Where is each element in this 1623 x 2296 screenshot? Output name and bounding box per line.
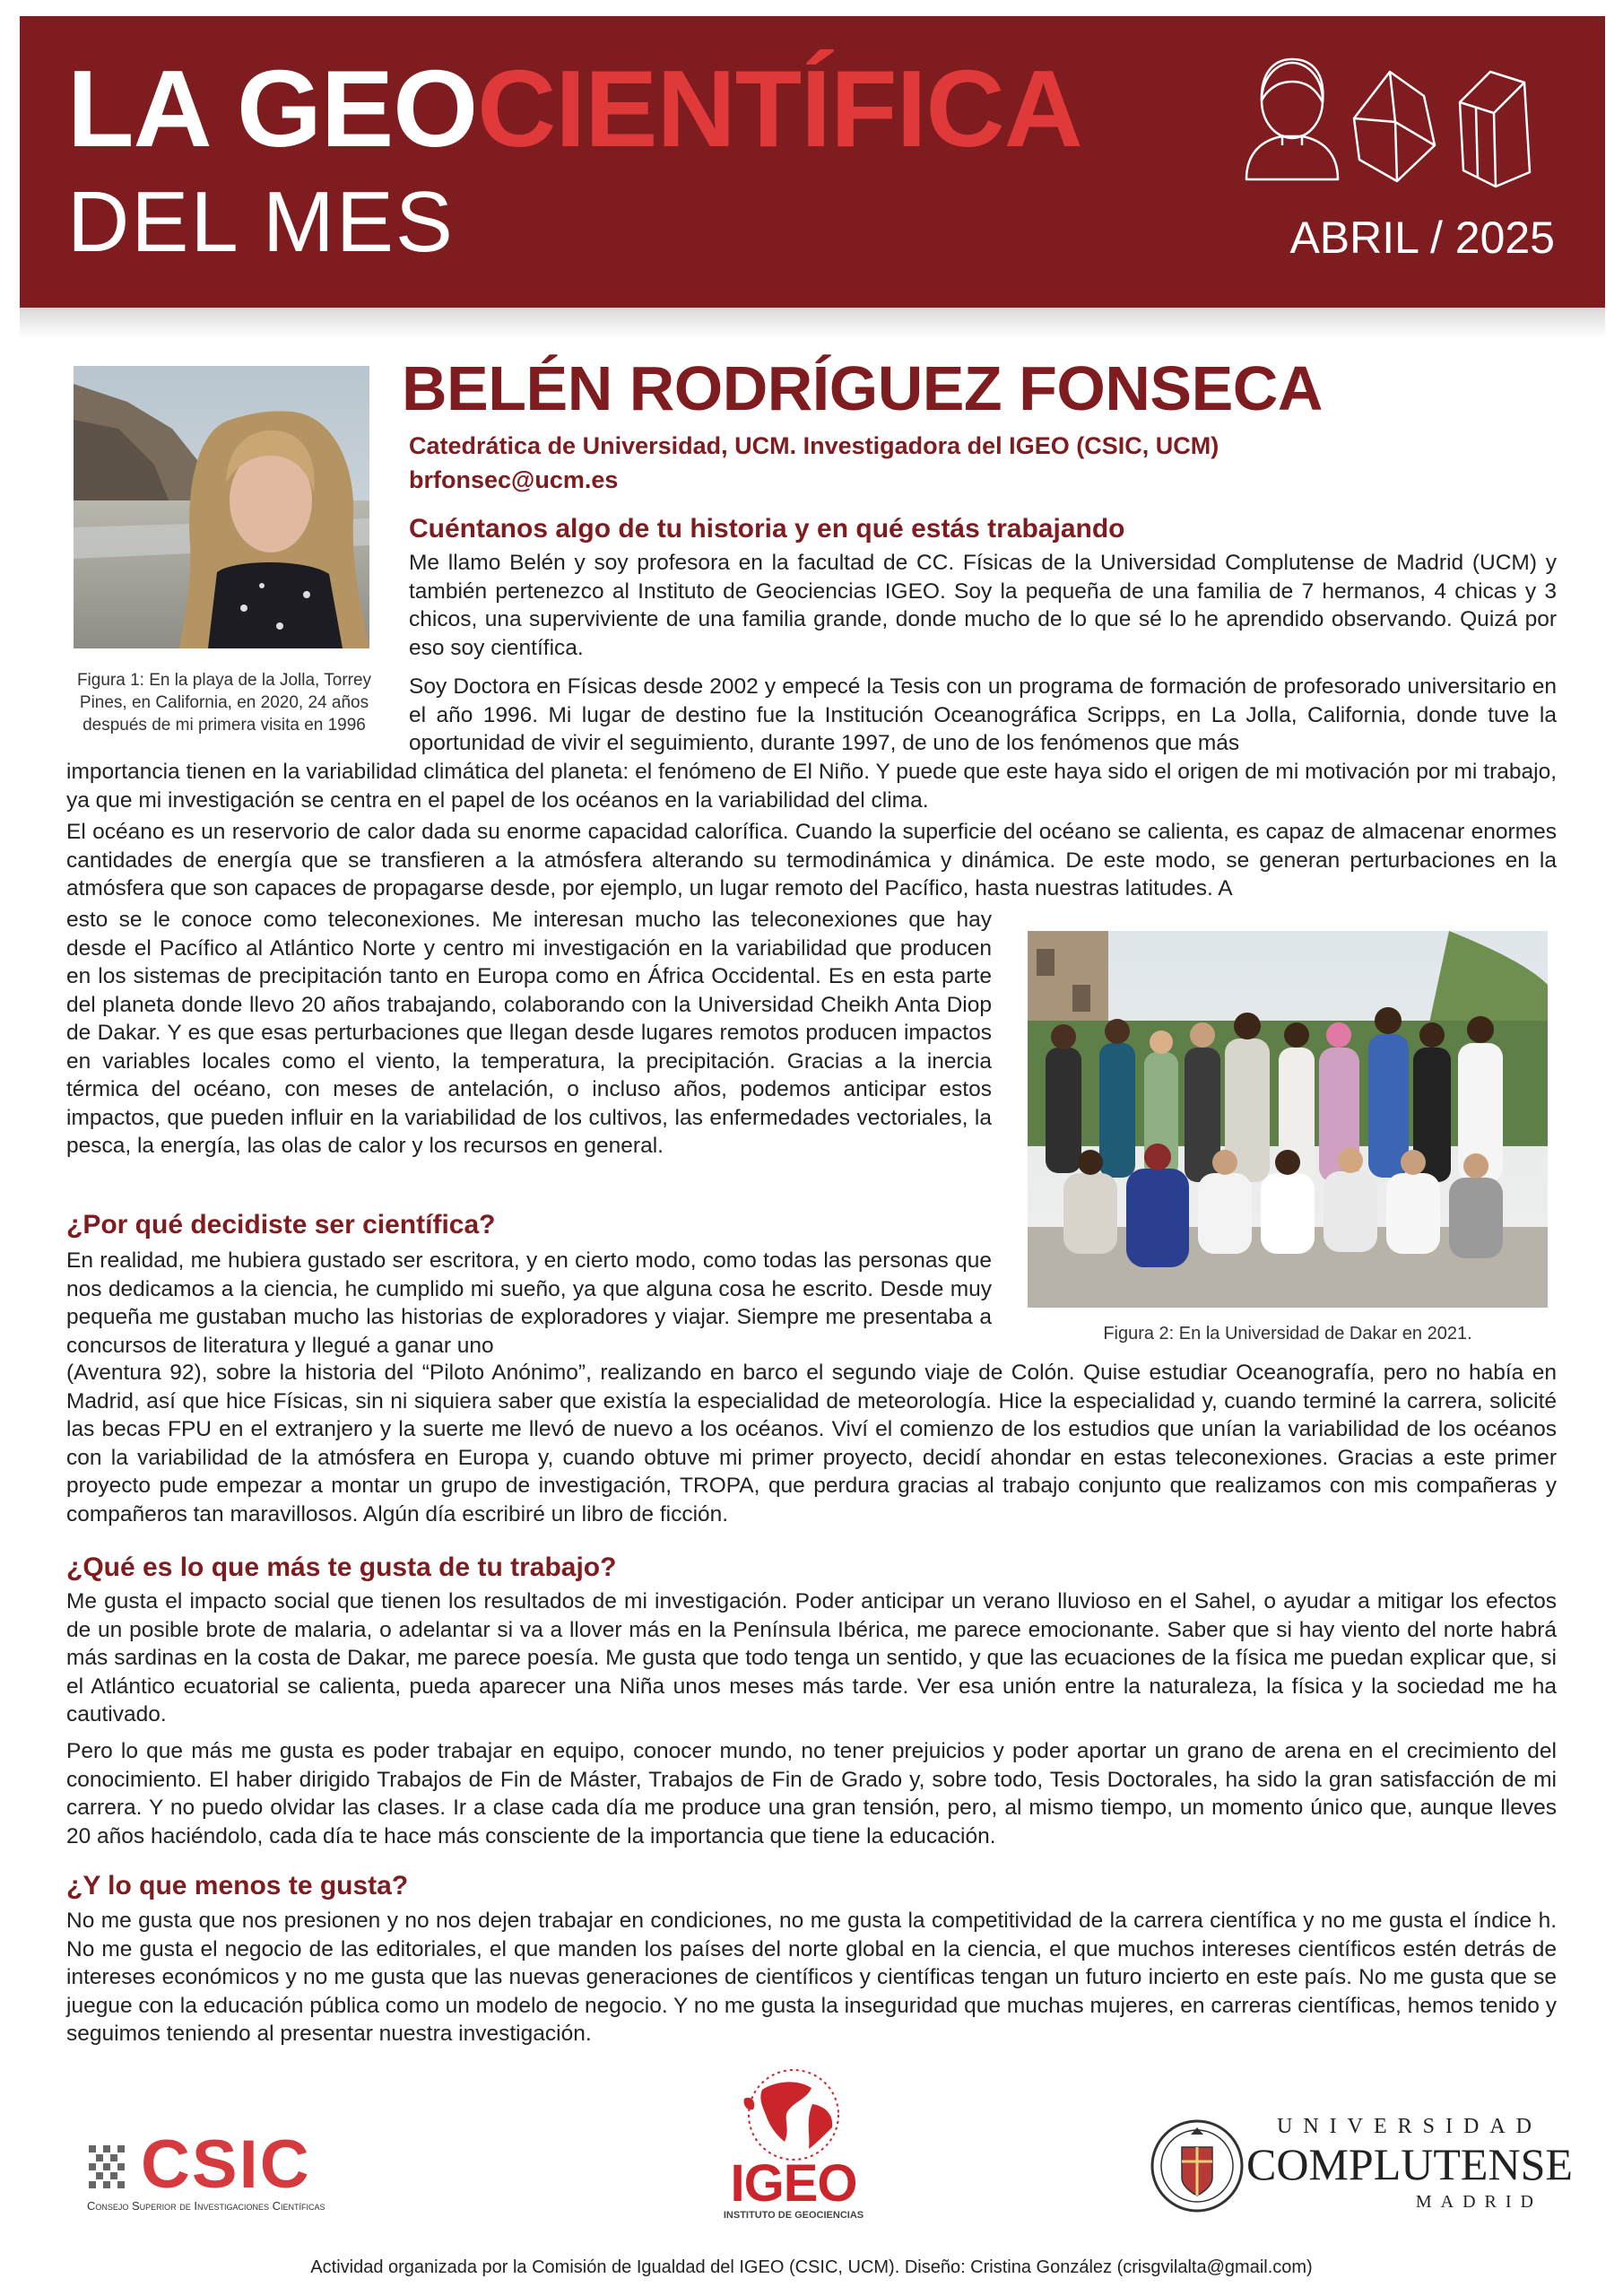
section-4-paragraph-1: No me gusta que nos presionen y no nos dejen trabajar en condiciones, no me gusta la competitividad de la carrera científica y no me gusta el índice h. No me gusta el negocio de las editoriales, el que manden los países del norte global en la ciencia, el que muchos intereses científicos estén detrás de intereses económicos y no me gusta que las nuevas generaciones de científicos y científicas tengan un futuro incierto en este país. No me gusta que se juegue con la educación pública como un modelo de negocio. Y no me gusta la inseguridad que muchas mujeres, en carreras científicas, hemos tenido y seguimos teniendo al presentar nuestra investigación. (66, 1909, 1557, 2046)
section-3-paragraph-1: Me gusta el impacto social que tienen los resultados de mi investigación. Poder anticipar un verano lluvioso en el Sahel, o ayudar a mitigar los efectos de un posible brote de malaria, o adelantar si va a llover más en la Península Ibérica, me parece emocionante. Saber que si hay viento del norte habrá más sardinas en la costa de Dakar, me parece poesía. Me gusta que todo tenga un sentido, y que las ecuaciones de la física me puedan explicar que, si el Atlántico ecuatorial se calienta, pueda aparecer una Niña unos meses más tarde. Ver esa unión entre la naturaleza, la física y la sociedad me ha cautivado. (66, 1589, 1557, 1726)
ucm-line-2: COMPLUTENSE (1246, 2139, 1573, 2189)
ucm-logo (1148, 2108, 1573, 2224)
banner-shadow (20, 308, 1605, 338)
section-3-paragraph-2: Pero lo que más me gusta es poder trabajar en equipo, conocer mundo, no tener prejuicios y poder aportar un grano de arena en el crecimiento del conocimiento. El haber dirigido Trabajos de Fin de Máster, Trabajos de Fin de Grado y, sobre todo, Tesis Doctorales, ha sido la gran satisfacción de mi carrera. Y no puedo olvidar las clases. Ir a clase cada día me produce una gran tensión, pero, al mismo tiempo, un momento único que, aunque lleves 20 años haciéndolo, cada día te hace más consciente de la importancia que tiene la educación. (66, 1739, 1557, 1848)
igeo-fullname: INSTITUTO DE GEOCIENCIAS (723, 2210, 864, 2221)
title-white-part: LA GEO (67, 48, 478, 170)
figure-2-caption: Figura 2: En la Universidad de Dakar en 2021. (1103, 1324, 1472, 1344)
figure-1-caption: Figura 1: En la playa de la Jolla, Torrey Pines, en California, en 2020, 24 años después de mi primera visita en 1996 (76, 671, 372, 735)
igeo-name: IGEO (730, 2154, 857, 2213)
csic-logo (85, 2126, 363, 2215)
page-subtitle: DEL MES (67, 174, 455, 270)
section-1-heading: Cuéntanos algo de tu historia y en qué estás trabajando (409, 514, 1125, 544)
csic-emblem-icon (85, 2142, 130, 2199)
csic-fullname: Consejo Superior de Investigaciones Científicas (87, 2199, 325, 2213)
csic-name: CSIC (141, 2126, 311, 2203)
scientist-email[interactable]: brfonsec@ucm.es (409, 466, 619, 493)
section-4-heading: ¿Y lo que menos te gusta? (66, 1871, 409, 1900)
section-2-heading: ¿Por qué decidiste ser científica? (66, 1210, 496, 1239)
section-1-paragraph-1: Me llamo Belén y soy profesora en la facultad de CC. Físicas de la Universidad Complutense de Madrid (UCM) y también pertenezco al Instituto de Geociencias IGEO. Soy la pequeña de una familia de 7 hermanos, 4 chicas y 3 chicos, una superviviente de una familia grande, donde mucho de lo que sé lo he aprendido observando. Quizá por eso soy científica. (409, 551, 1557, 660)
section-1-paragraph-2: Soy Doctora en Físicas desde 2002 y empecé la Tesis con un programa de formación de profesorado universitario en el año 1996. Mi lugar de destino fue la Institución Oceanográfica Scripps, en La Jolla, California, donde tuve la oportunidad de vivir el seguimiento, durante 1997, de uno de los fenómenos que más (409, 674, 1557, 755)
scientist-name: BELÉN RODRÍGUEZ FONSECA (402, 353, 1323, 423)
ucm-line-1: UNIVERSIDAD (1277, 2115, 1542, 2138)
ucm-line-3: MADRID (1415, 2192, 1542, 2212)
group-photo-dakar (1028, 931, 1548, 1308)
crystal-icon (1354, 72, 1435, 181)
footer-credits: Actividad organizada por la Comisión de Igualdad del IGEO (CSIC, UCM). Diseño: Cristina González (crisgvilalta@gmail.com) (310, 2257, 1313, 2277)
igeo-globe-icon (726, 2063, 861, 2161)
section-1-paragraph-4: El océano es un reservorio de calor dada su enorme capacidad calorífica. Cuando la superficie del océano se calienta, es capaz de almacenar enormes cantidades de energía que se transfieren a la atmósfera alterando su termodinámica y dinámica. De este modo, se generan perturbaciones en la atmósfera que son capaces de propagarse desde, por ejemplo, un lugar remoto del Pacífico, hasta nuestras latitudes. A (66, 820, 1557, 900)
igeo-logo (717, 2063, 870, 2224)
section-3-heading: ¿Qué es lo que más te gusta de tu trabajo? (66, 1552, 617, 1582)
header-icons (1219, 47, 1551, 190)
beach-portrait-photo (74, 366, 369, 648)
ucm-seal-icon (1148, 2108, 1246, 2224)
issue-date: ABRIL / 2025 (1289, 213, 1555, 263)
section-2-paragraph-2: (Aventura 92), sobre la historia del “Piloto Anónimo”, realizando en barco el segundo viaje de Colón. Quise estudiar Oceanografía, pero no había en Madrid, así que hice Físicas, sin ni siquiera saber que existía la especialidad de meteorología. Hice la especialidad y, cuando terminé la carrera, solicité las becas FPU en el extranjero y la suerte me llevó de nuevo a los océanos. Viví el comienzo de los estudios que unían la variabilidad de los océanos con la variabilidad de la atmósfera en Europa y, cuando obtuve mi primer proyecto, decidí ahondar en estas teleconexiones. Gracias a este primer proyecto pude empezar a montar un grupo de investigación, TROPA, que perdura gracias al trabajo conjunto que realizamos con mis compañeras y compañeros tan maravillosos. Algún día escribiré un libro de ficción. (66, 1361, 1557, 1526)
prism-icon (1460, 72, 1530, 187)
person-icon (1246, 59, 1338, 179)
section-1-paragraph-5: esto se le conoce como teleconexiones. Me interesan mucho las teleconexiones que hay desde el Pacífico al Atlántico Norte y centro mi investigación en la variabilidad que producen en los sistemas de precipitación tanto en Europa como en África Occidental. Es en esta parte del planeta donde llevo 20 años trabajando, colaborando con la Universidad Cheikh Anta Diop de Dakar. Y es que esas perturbaciones que llegan desde lugares remotos producen impactos en variables locales como el viento, la temperatura, la precipitación. Gracias a la inercia térmica del océano, con meses de antelación, o incluso años, podemos anticipar estos impactos, que pueden influir en la variabilidad de los cultivos, las enfermedades vectoriales, la pesca, la energía, las olas de calor y los recursos en general. (66, 908, 992, 1158)
section-2-paragraph-1: En realidad, me hubiera gustado ser escritora, y en cierto modo, como todas las personas que nos dedicamos a la ciencia, he cumplido mi sueño, ya que alguna cosa he escrito. Desde muy pequeña me gustaban mucho las historias de exploradores y viajar. Siempre me presentaba a concursos de literatura y llegué a ganar uno (66, 1248, 992, 1358)
title-red-part: CIENTÍFICA (477, 48, 1082, 170)
scientist-role: Catedrática de Universidad, UCM. Investigadora del IGEO (CSIC, UCM) (409, 432, 1219, 459)
section-1-paragraph-3: importancia tienen en la variabilidad climática del planeta: el fenómeno de El Niño. Y puede que este haya sido el origen de mi motivación por mi trabajo, ya que mi investigación se centra en el papel de los océanos en la variabilidad del clima. (66, 760, 1557, 813)
page-title (67, 48, 1082, 170)
